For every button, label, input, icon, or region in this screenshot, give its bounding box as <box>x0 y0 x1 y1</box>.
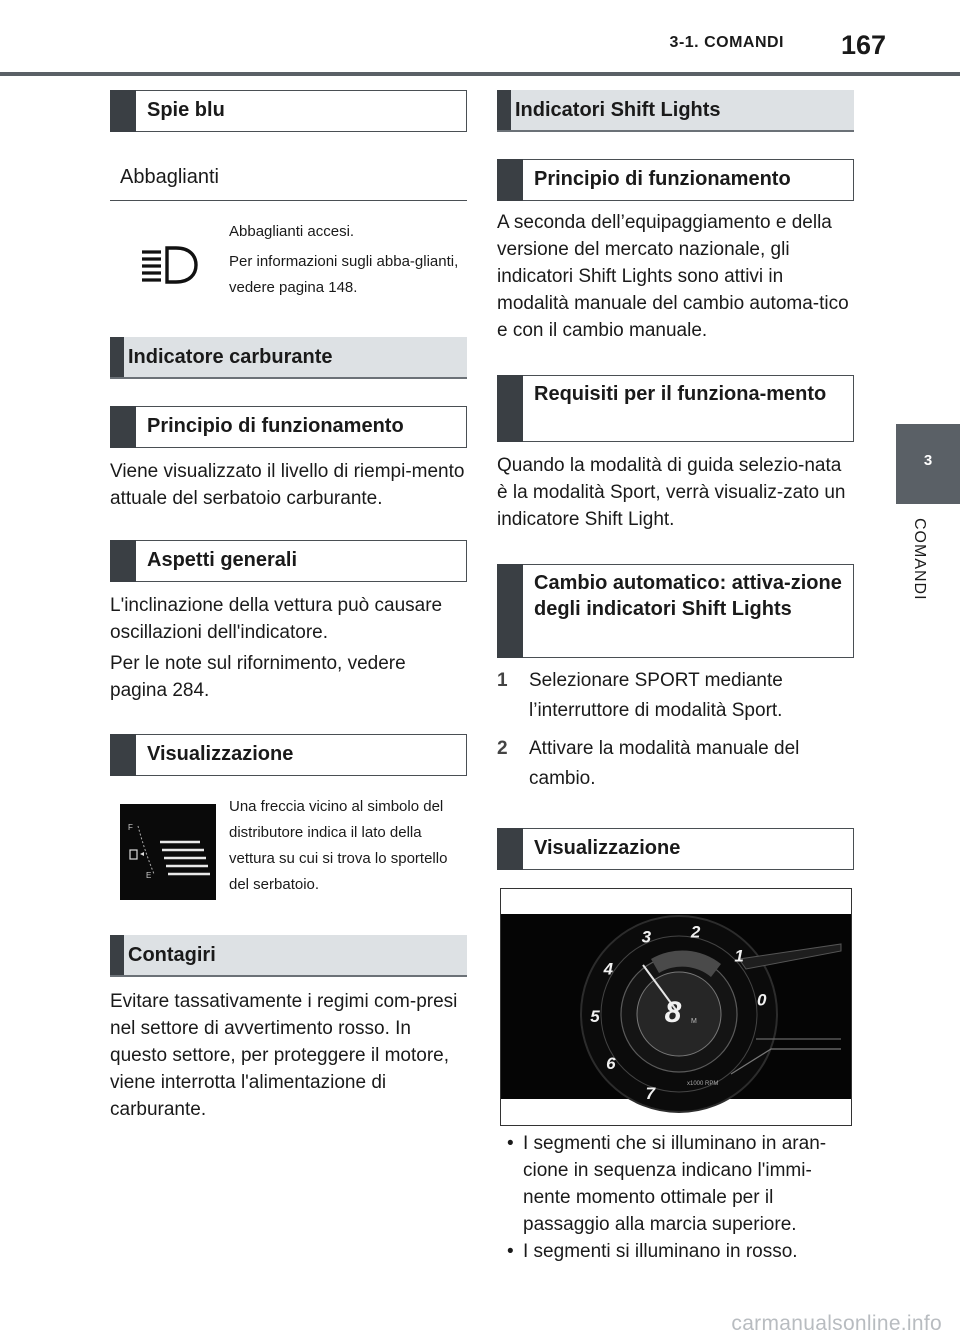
heading-principio-text: Principio di funzionamento <box>147 415 404 437</box>
heading-visualizzazione-right-text: Visualizzazione <box>534 837 681 859</box>
heading-spie-blu-text: Spie blu <box>147 99 225 121</box>
fuel-empty-label: E <box>146 871 152 880</box>
rpm-unit-label: x1000 RPM <box>687 1081 719 1087</box>
bullet-text: I segmenti che si illuminano in aran-cione in sequenza indicano l'immi-nente momento ottimale per il passaggio alla marcia superiore. <box>523 1133 827 1235</box>
gear-indicator: 8 <box>664 996 682 1029</box>
heading-bar <box>110 734 136 776</box>
heading-contagiri-text: Contagiri <box>128 944 216 966</box>
tachometer-tick-4: 4 <box>603 959 614 979</box>
chapter-tab-number: 3 <box>923 452 933 469</box>
high-beam-icon <box>140 244 200 286</box>
heading-visualizzazione-right <box>497 828 854 870</box>
header-section-title: 3-1. COMANDI <box>669 34 784 51</box>
page-number: 167 <box>840 30 886 60</box>
abbaglianti-p2: Per informazioni sugli abba-glianti, vedere pagina 148. <box>229 253 459 296</box>
abbaglianti-description <box>229 219 459 305</box>
heading-bar <box>497 90 511 130</box>
bullet-text: I segmenti si illuminano in rosso. <box>523 1241 798 1262</box>
bullet-item <box>497 1130 854 1238</box>
bullet-dot: • <box>507 1241 514 1262</box>
principio-right-text: A seconda dell’equipaggiamento e della versione del mercato nazionale, gli indicatori Shift Lights sono attivi in modalità manuale del cambio automa-tico e con il cambio manuale. <box>497 212 849 341</box>
abbaglianti-p1: Abbaglianti accesi. <box>229 223 355 240</box>
page-header <box>0 0 960 78</box>
aspetti-paragraphs <box>110 592 467 704</box>
heading-bar <box>497 159 523 201</box>
heading-bar <box>497 564 523 658</box>
tachometer-tick-6: 6 <box>606 1054 616 1073</box>
step-item <box>497 734 854 794</box>
heading-indicatore-carburante-text: Indicatore carburante <box>128 346 333 368</box>
fuel-full-label: F <box>128 823 133 832</box>
tachometer-tick-7: 7 <box>645 1083 656 1103</box>
heading-shift-lights <box>497 90 854 132</box>
heading-abbaglianti: Abbaglianti <box>120 166 219 188</box>
heading-principio-funzionamento <box>110 406 467 448</box>
tachometer-tick-0: 0 <box>756 990 767 1010</box>
contagiri-text: Evitare tassativamente i regimi com-presi nel settore di avvertimento rosso. In questo settore, per proteggere il motore, viene interrotta l'alimentazione di carburante. <box>110 991 458 1120</box>
heading-aspetti-generali <box>110 540 467 582</box>
heading-spie-blu <box>110 90 467 132</box>
heading-bar <box>110 90 136 132</box>
visualizzazione-description <box>229 794 465 902</box>
heading-cambio-text: Cambio automatico: attiva-zione degli indicatori Shift Lights <box>534 572 842 620</box>
heading-bar <box>110 406 136 448</box>
principio-paragraph <box>110 458 467 512</box>
bullet-item <box>497 1238 854 1265</box>
principio-right-paragraph <box>497 209 854 344</box>
heading-aspetti-text: Aspetti generali <box>147 549 298 571</box>
step-number: 1 <box>497 670 508 691</box>
heading-bar <box>497 375 523 442</box>
principio-text: Viene visualizzato il livello di riempi-mento attuale del serbatoio carburante. <box>110 461 465 509</box>
gear-mode-indicator: M <box>691 1018 697 1025</box>
heading-visualizzazione-text: Visualizzazione <box>147 743 294 765</box>
heading-bar <box>110 337 124 377</box>
heading-bar <box>110 540 136 582</box>
chapter-tab <box>896 424 960 504</box>
heading-bar <box>110 935 124 975</box>
requisiti-paragraph <box>497 452 854 533</box>
step-text: Attivare la modalità manuale del cambio. <box>529 738 800 789</box>
aspetti-p2: Per le note sul rifornimento, vedere pagina 284. <box>110 653 406 701</box>
contagiri-paragraph <box>110 988 467 1123</box>
tachometer-image <box>501 889 851 1125</box>
divider <box>110 200 467 201</box>
step-item <box>497 666 854 726</box>
aspetti-p1: L'inclinazione della vettura può causare oscillazioni dell'indicatore. <box>110 595 443 643</box>
heading-contagiri <box>110 935 467 977</box>
tachometer-tick-2: 2 <box>690 922 701 942</box>
heading-indicatore-carburante <box>110 337 467 379</box>
visualizzazione-text: Una freccia vicino al simbolo del distributore indica il lato della vettura su cui si trova lo sportello del serbatoio. <box>229 798 448 893</box>
step-number: 2 <box>497 738 508 759</box>
tachometer-tick-5: 5 <box>590 1007 600 1027</box>
bullet-dot: • <box>507 1133 514 1154</box>
fuel-gauge-image <box>120 804 216 900</box>
tachometer-figure <box>500 888 852 1126</box>
heading-principio-funzionamento-right <box>497 159 854 201</box>
tachometer-tick-1: 1 <box>734 946 744 966</box>
step-text: Selezionare SPORT mediante l’interruttore di modalità Sport. <box>529 670 783 721</box>
chapter-side-label: COMANDI <box>911 518 928 601</box>
heading-requisiti-text: Requisiti per il funziona-mento <box>534 383 827 405</box>
heading-requisiti <box>497 375 854 442</box>
heading-bar <box>497 828 523 870</box>
heading-shift-lights-text: Indicatori Shift Lights <box>515 99 721 121</box>
requisiti-text: Quando la modalità di guida selezio-nata è la modalità Sport, verrà visualiz-zato un indicatore Shift Light. <box>497 455 846 530</box>
heading-visualizzazione <box>110 734 467 776</box>
heading-cambio-automatico <box>497 564 854 658</box>
tachometer-tick-3: 3 <box>641 927 652 947</box>
header-rule <box>0 72 960 76</box>
watermark: carmanualsonline.info <box>731 1312 942 1335</box>
heading-principio-right-text: Principio di funzionamento <box>534 168 791 190</box>
